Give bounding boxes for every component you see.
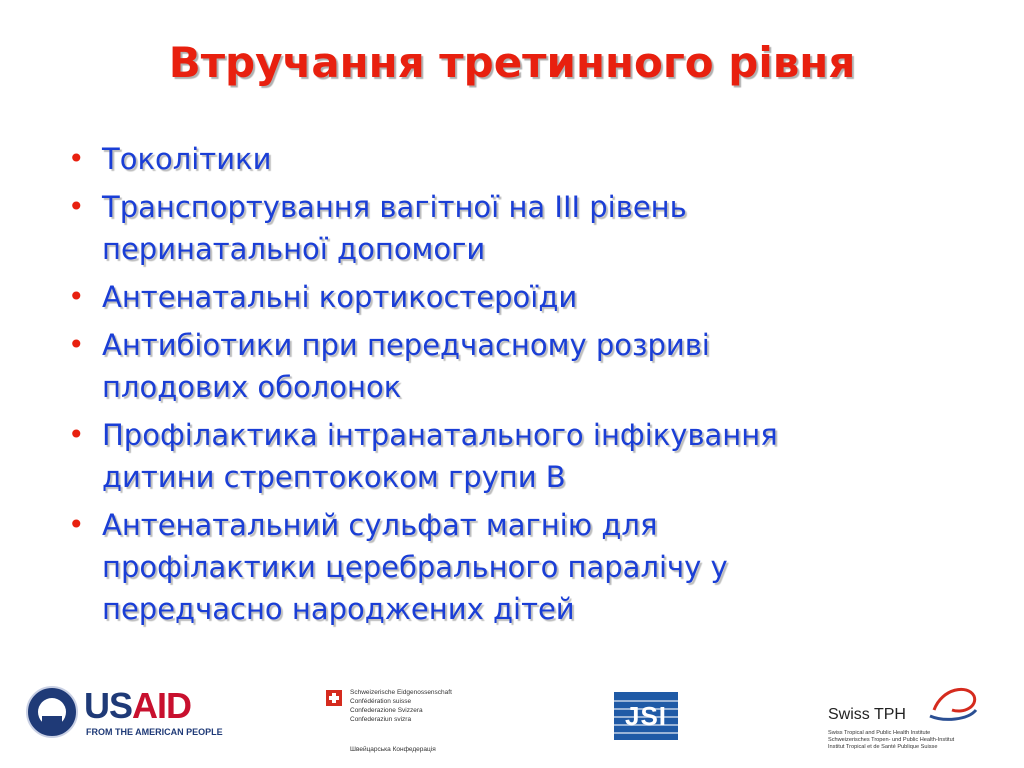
bullet-line: перинатальної допомоги	[102, 232, 486, 266]
bullet-marker: •	[68, 508, 85, 541]
usaid-seal-icon	[26, 686, 78, 738]
bullet-line: Антибіотики при передчасному розриві	[102, 328, 710, 362]
bullet-marker: •	[68, 328, 85, 361]
jsi-wordmark: JSI	[624, 701, 668, 731]
swiss-tph-name-line: Swiss Tropical and Public Health Institute	[828, 730, 931, 736]
swiss-tph-wordmark: Swiss TPH	[828, 706, 906, 723]
usaid-logo	[26, 685, 223, 746]
bullet-marker: •	[68, 418, 85, 451]
bullet-item	[62, 504, 942, 630]
swiss-flag-icon	[326, 690, 342, 706]
bullet-list	[62, 138, 942, 636]
swiss-name-line: Confédération suisse	[350, 698, 412, 705]
bullet-item	[62, 276, 942, 318]
jsi-logo	[614, 692, 678, 740]
bullet-line: Токолітики	[102, 142, 272, 176]
bullet-item	[62, 414, 942, 498]
swiss-tph-name-line: Schweizerisches Tropen- und Public Health-Institut	[828, 737, 955, 743]
bullet-marker: •	[68, 142, 85, 175]
bullet-item	[62, 186, 942, 270]
usaid-aid: AID	[132, 685, 192, 726]
bullet-line: Антенатальний сульфат магнію для	[102, 508, 658, 542]
bullet-line: плодових оболонок	[102, 370, 402, 404]
usaid-us: US	[84, 685, 133, 726]
swiss-ukrainian-name: Швейцарська Конфедерація	[350, 746, 436, 753]
bullet-line: передчасно народжених дітей	[102, 592, 575, 626]
bullet-item	[62, 138, 942, 180]
sponsor-logos	[0, 672, 1024, 768]
bullet-line: Антенатальні кортикостероїди	[102, 280, 578, 314]
swiss-tph-names	[828, 730, 954, 751]
bullet-line: Профілактика інтранатального інфікування	[102, 418, 778, 452]
bullet-line: Транспортування вагітної на ІІІ рівень	[102, 190, 687, 224]
swiss-tph-logo	[828, 680, 998, 760]
bullet-marker: •	[68, 280, 85, 313]
swiss-tph-name-line: Institut Tropical et de Santé Publique Suisse	[828, 744, 938, 750]
swiss-name-line: Confederazione Svizzera	[350, 707, 423, 714]
swiss-tph-swirl-icon	[924, 680, 980, 724]
bullet-line: профілактики церебрального паралічу у	[102, 550, 728, 584]
swiss-names	[350, 688, 452, 724]
usaid-tagline: FROM THE AMERICAN PEOPLE	[86, 727, 223, 737]
swiss-name-line: Confederaziun svizra	[350, 716, 412, 723]
usaid-wordmark	[84, 686, 191, 726]
swiss-name-line: Schweizerische Eidgenossenschaft	[350, 689, 452, 696]
slide-title: Втручання третинного рівня	[168, 38, 856, 87]
bullet-line: дитини стрептококом групи В	[102, 460, 566, 494]
bullet-marker: •	[68, 190, 85, 223]
swiss-confederation-logo	[326, 686, 476, 758]
bullet-item	[62, 324, 942, 408]
